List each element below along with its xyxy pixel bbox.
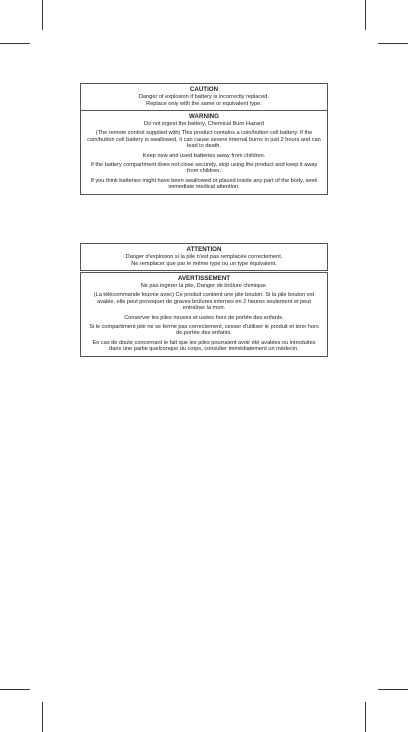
caution-box — [80, 83, 328, 111]
avertissement-paragraph: Ne pas ingérer la pile, Danger de brûlure chimique. — [140, 283, 268, 289]
attention-title: ATTENTION — [186, 246, 222, 253]
crop-mark-top-right — [365, 0, 366, 30]
crop-mark-top-left-h — [0, 43, 30, 44]
avertissement-paragraph: En cas de doute concernant le fait que les piles pourraient avoir été avalées ou introduites dans une partie quelconque du corps, consulter immédiatement un médecin. — [92, 339, 316, 353]
warning-paragraph: (The remote control supplied with) This product contains a coin/button cell battery. If the coin/button cell battery is swallowed, it can cause severe internal burns in just 2 hours and can lead to death. — [87, 130, 321, 150]
crop-mark-top-left — [42, 0, 43, 30]
crop-mark-bottom-left-h — [0, 689, 30, 690]
crop-mark-bottom-left — [42, 702, 43, 732]
avertissement-title: AVERTISSEMENT — [177, 275, 231, 282]
warning-paragraph: Keep new and used batteries away from children. — [142, 152, 266, 159]
avertissement-box — [80, 272, 328, 357]
warning-box — [80, 110, 328, 195]
avertissement-paragraph: Conserver les piles neuves et usées hors de portée des enfants. — [124, 314, 284, 321]
warning-paragraph: If you think batteries might have been swallowed or placed inside any part of the body, seek immediate medical attention. — [90, 177, 318, 191]
crop-mark-bottom-right — [365, 702, 366, 732]
crop-mark-top-right-h — [378, 43, 408, 44]
attention-box — [80, 243, 328, 271]
warning-paragraph: Do not ingest the battery, Chemical Burn Hazard — [144, 121, 264, 127]
caution-line: Danger of explosion if battery is incorrectly replaced. — [139, 94, 269, 100]
crop-mark-bottom-right-h — [378, 689, 408, 690]
warning-paragraph: If the battery compartment does not close securely, stop using the product and keep it away from children. — [90, 161, 318, 175]
caution-line: Replace only with the same or equivalent type. — [146, 100, 262, 107]
avertissement-paragraph: Si le compartiment pile ne se ferme pas correctement, cesser d'utiliser le produit et tenir hors de portée des enfants. — [89, 323, 319, 337]
avertissement-paragraph: (La télécommande fournie avec) Ce produit contient une pile bouton. Si la pile bouton est avalée, elle peut provoquer de graves brûlures internes en 2 heures seulement et peut entraîner la mort. — [93, 292, 315, 312]
warning-title: WARNING — [189, 113, 219, 120]
caution-title: CAUTION — [189, 86, 219, 93]
attention-line: Ne remplacer que par le même type ou un type équivalent. — [131, 260, 277, 267]
attention-line: Danger d'explosion si la pile n'est pas remplacée correctement. — [125, 254, 283, 260]
